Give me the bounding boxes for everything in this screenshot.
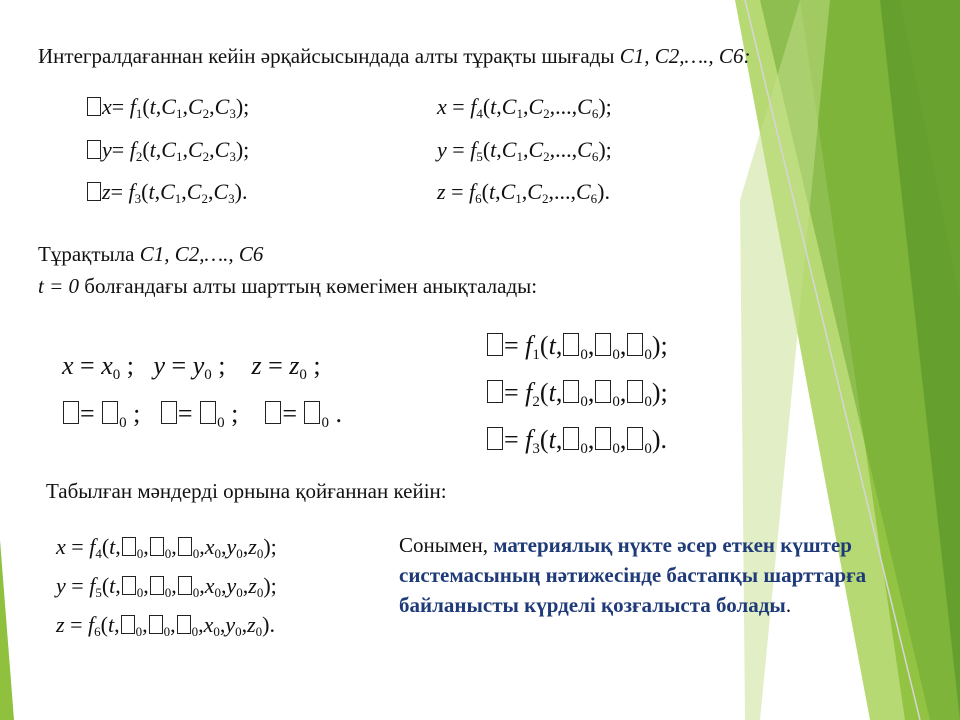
- equation-ydot-f2: y= f2(t,C1,C2,C3);: [86, 139, 249, 161]
- conclusion-end: .: [785, 593, 792, 617]
- equation-x-final: x = f4(t, 0, 0, 0,x0,y0,z0);: [56, 534, 277, 561]
- conclusion-bold: материялық нүкте әсер еткен күштер системасының нәтижесінде бастапқы шарттарға байланысты күрделі қозғалыста болады: [399, 533, 867, 617]
- equation-ydot-initial: = f2(t, 0, 0, 0);: [486, 380, 668, 406]
- equation-zdot-f3: z= f3(t,C1,C2,C3).: [86, 181, 247, 203]
- equation-y-f5: y = f5(t,C1,C2,...,C6);: [437, 137, 612, 164]
- intro-line: [38, 46, 750, 67]
- initial-conditions-text: болғандағы алты шарттың көмегімен анықталады:: [84, 274, 538, 298]
- intro-text: Интегралдағаннан кейін әрқайсысындада алты тұрақты шығады: [38, 44, 615, 68]
- equation-zdot-initial: = f3(t, 0, 0, 0).: [486, 427, 667, 453]
- equation-y-final: y = f5(t, 0, 0, 0,x0,y0,z0);: [56, 573, 277, 600]
- initial-conditions-line: [38, 276, 537, 297]
- intro-constants: C1, C2,…., C6:: [619, 44, 751, 68]
- equation-z-final: z = f6(t, 0, 0, 0,x0,y0,z0).: [56, 612, 275, 639]
- equation-xdot-f1: x= f1(t,C1,C2,C3);: [86, 96, 249, 118]
- constants-list: C1, C2,…., C6: [139, 242, 264, 266]
- conclusion-paragraph: [399, 530, 899, 620]
- equation-x-f4: x = f4(t,C1,C2,...,C6);: [437, 94, 612, 121]
- constants-line: [38, 244, 263, 265]
- constants-prefix: Тұрақтыла: [38, 242, 135, 266]
- substitution-line: Табылған мәндерді орнына қойғаннан кейін:: [46, 479, 447, 503]
- equation-xdot-initial: = f1(t, 0, 0, 0);: [486, 333, 668, 359]
- equation-z-f6: z = f6(t,C1,C2,...,C6).: [437, 179, 610, 206]
- initial-positions: x = x0 ; y = y0 ; z = z0 ;: [62, 351, 321, 383]
- conclusion-lead: Сонымен,: [399, 533, 488, 557]
- initial-velocities: = 0 ; = 0 ; = 0 .: [62, 401, 342, 427]
- t-zero: t = 0: [38, 274, 80, 298]
